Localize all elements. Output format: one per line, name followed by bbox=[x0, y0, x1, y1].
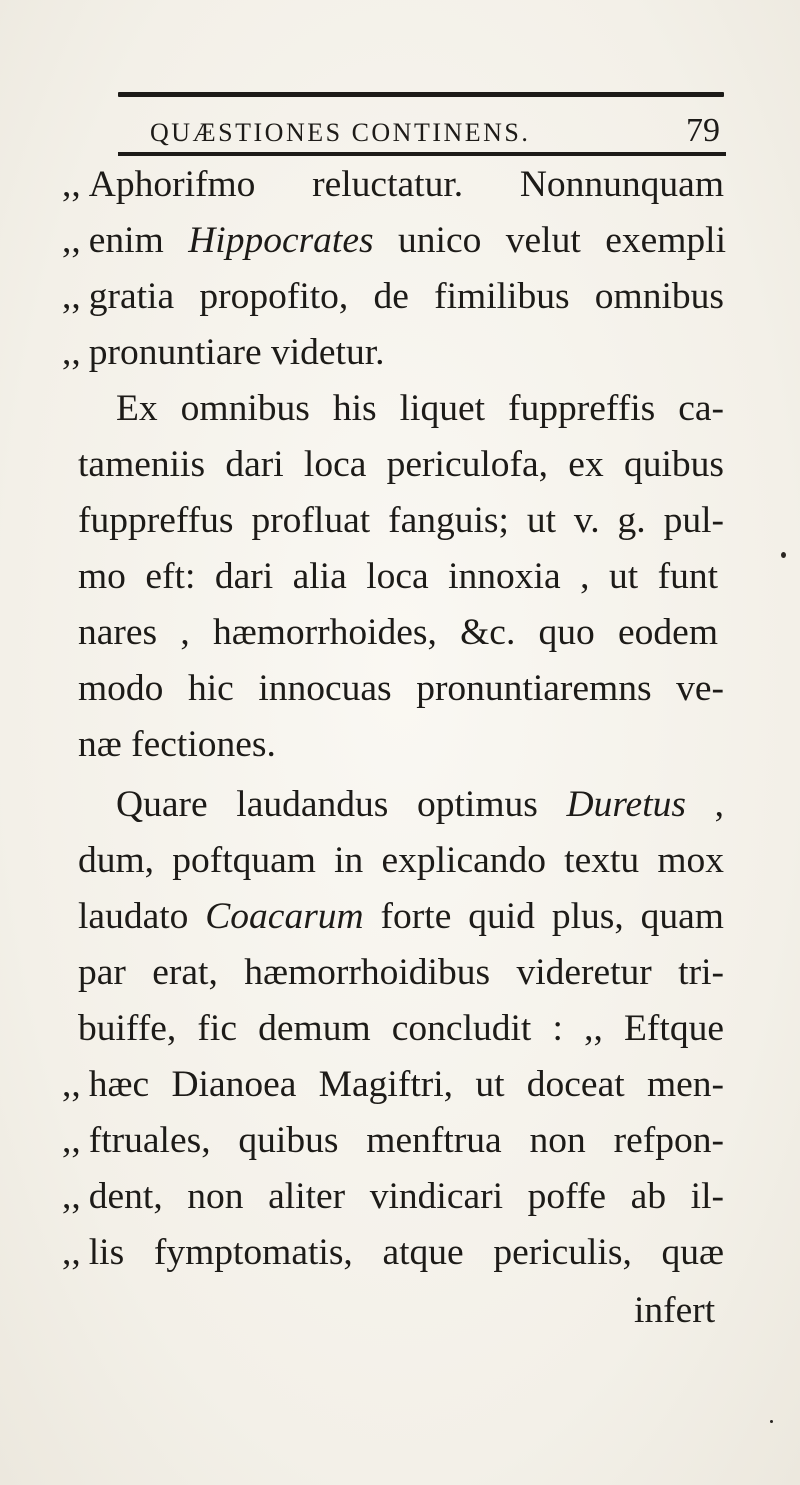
title-coacarum: Coacarum bbox=[205, 896, 364, 937]
text-line-6: tameniis dari loca periculofa, ex quibus bbox=[78, 444, 724, 485]
quote-mark: ,, bbox=[62, 332, 81, 373]
page-number: 79 bbox=[686, 112, 720, 149]
text-line-9: nares , hæmorrhoides, &c. quo eodem bbox=[78, 612, 718, 653]
quote-mark: ,, bbox=[62, 1176, 81, 1217]
ink-speck bbox=[770, 1420, 773, 1423]
catchword: infert bbox=[634, 1290, 716, 1331]
line-text: dent, non aliter vindicari poffe ab il- bbox=[88, 1176, 724, 1217]
quote-mark: ,, bbox=[62, 1064, 81, 1105]
quote-mark: ,, bbox=[62, 276, 81, 317]
text-line-10: modo hic innocuas pronuntiaremns ve- bbox=[78, 668, 724, 709]
line-text: pronuntiare videtur. bbox=[88, 332, 385, 373]
text-line-13: dum, poftquam in explicando textu mox bbox=[78, 840, 724, 881]
text-line-17 bbox=[62, 1060, 724, 1110]
text-line-2 bbox=[62, 216, 726, 266]
ink-speck bbox=[781, 552, 786, 558]
text-line-4 bbox=[62, 328, 385, 378]
quote-mark: ,, bbox=[62, 1120, 81, 1161]
line-text: Quare laudandus optimus bbox=[116, 784, 567, 825]
text-line-14 bbox=[78, 892, 724, 942]
text-line-11: næ fectiones. bbox=[78, 724, 276, 765]
text-line-7: fuppreffus profluat fanguis; ut v. g. pul- bbox=[78, 500, 724, 541]
quote-mark: ,, bbox=[62, 164, 81, 205]
text-line-15: par erat, hæmorrhoidibus videretur tri- bbox=[78, 952, 724, 993]
line-text: laudato bbox=[78, 896, 206, 937]
line-text: forte quid plus, quam bbox=[363, 896, 724, 937]
name-hippocrates: Hippocrates bbox=[188, 220, 374, 261]
line-text: , bbox=[685, 784, 725, 825]
line-text: Aphorifmo reluctatur. Nonnunquam bbox=[88, 164, 724, 205]
line-text: lis fymptomatis, atque periculis, quæ bbox=[88, 1232, 724, 1273]
text-line-19 bbox=[62, 1172, 724, 1222]
text-line-8: mo eft: dari alia loca innoxia , ut funt bbox=[78, 556, 718, 597]
line-text: unico velut exempli bbox=[373, 220, 727, 261]
line-text: enim bbox=[88, 220, 189, 261]
line-text: ftruales, quibus menftrua non refpon- bbox=[88, 1120, 724, 1161]
running-head bbox=[150, 112, 720, 148]
quote-mark: ,, bbox=[62, 1232, 81, 1273]
quote-mark: ,, bbox=[62, 220, 81, 261]
line-text: gratia propofito, de fimilibus omnibus bbox=[88, 276, 724, 317]
header-rule-top bbox=[118, 92, 724, 97]
text-line-5: Ex omnibus his liquet fuppreffis ca- bbox=[116, 388, 724, 429]
name-duretus: Duretus bbox=[566, 784, 686, 825]
text-line-1 bbox=[62, 160, 724, 210]
running-title: QUÆSTIONES CONTINENS. bbox=[150, 118, 531, 147]
text-line-18 bbox=[62, 1116, 724, 1166]
text-line-12 bbox=[116, 780, 724, 830]
text-line-20 bbox=[62, 1228, 724, 1278]
header-rule-bottom bbox=[118, 152, 726, 156]
text-line-16: buiffe, fic demum concludit : ,, Eftque bbox=[78, 1008, 724, 1049]
text-line-3 bbox=[62, 272, 724, 322]
line-text: hæc Dianoea Magiftri, ut doceat men- bbox=[88, 1064, 724, 1105]
